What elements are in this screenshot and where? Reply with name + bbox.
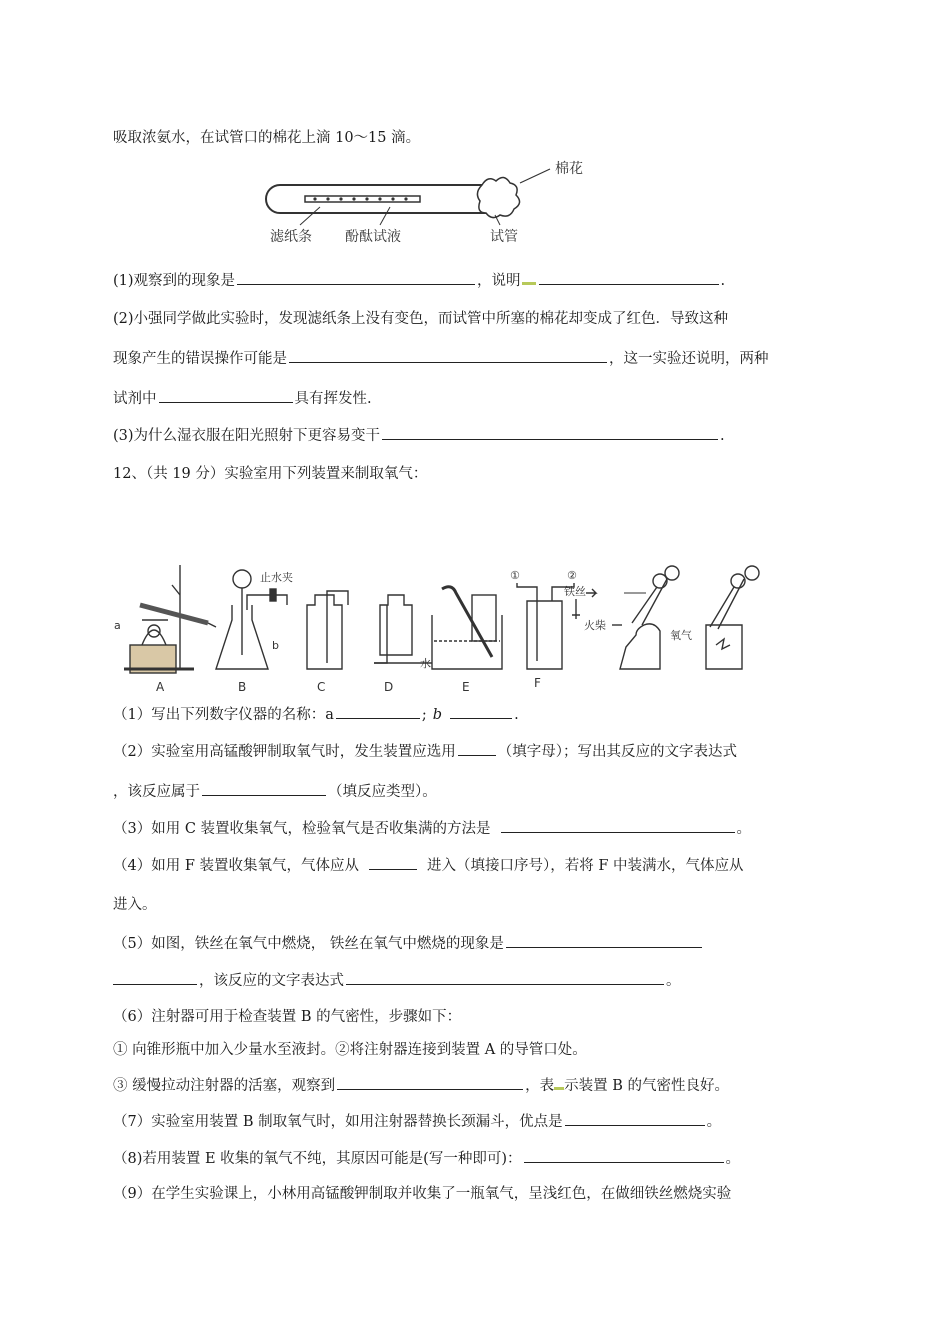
q12-part4-line1: （4）如用 F 装置收集氧气，气体应从 进入（填接口序号），若将 F 中装满水，气体应从	[113, 855, 744, 876]
q12-part2-line1: （2）实验室用高锰酸钾制取氧气时，发生装置应选用 （填字母）；写出其反应的文字表达式	[113, 741, 737, 762]
label-clip: 止水夹	[260, 571, 293, 584]
q12-part9: （9）在学生实验课上，小林用高锰酸钾制取并收集了一瓶氧气，呈浅红色，在做细铁丝燃烧实验	[113, 1186, 732, 1202]
letter-a: A	[156, 680, 165, 694]
label-cotton: 棉花	[555, 161, 583, 177]
label-match: 火柴	[584, 619, 606, 632]
answer-blank[interactable]	[159, 388, 293, 403]
label-oxygen: 氧气	[670, 629, 692, 642]
q12-part4-line2: 进入。	[113, 897, 157, 913]
q12-part5-line2: ，该反应的文字表达式 。	[113, 970, 681, 991]
label-iron-wire: 铁丝	[564, 585, 586, 598]
q12-part3: （3）如用 C 装置收集氧气，检验氧气是否收集满的方法是 。	[113, 818, 751, 839]
q12-part2-line2: ，该反应属于 （填反应类型）。	[113, 781, 437, 802]
apparatus-a	[124, 565, 216, 673]
cotton-plug	[477, 177, 519, 217]
tube-outline	[266, 185, 490, 213]
label-test-tube: 试管	[490, 229, 518, 245]
answer-blank[interactable]	[458, 741, 496, 756]
answer-blank[interactable]	[337, 1075, 523, 1090]
answer-blank[interactable]	[346, 970, 664, 985]
label-filter-paper: 滤纸条	[270, 229, 312, 245]
q11-part2-line3: 试剂中 具有挥发性.	[113, 388, 372, 409]
label-port-1: ①	[510, 569, 520, 582]
letter-d: D	[384, 680, 394, 694]
apparatus-d	[374, 595, 432, 663]
answer-blank[interactable]	[336, 704, 420, 719]
answer-blank[interactable]	[450, 704, 512, 719]
label-port-2: ②	[567, 569, 577, 582]
q12-part8: （8)若用装置 E 收集的氧气不纯，其原因可能是(写一种即可)： 。	[113, 1148, 740, 1169]
q12-part6-title: （6）注射器可用于检查装置 B 的气密性，步骤如下：	[113, 1009, 462, 1025]
label-water: 水	[420, 657, 431, 670]
apparatus-figure	[112, 565, 782, 695]
test-tube-figure	[250, 155, 620, 245]
q12-part5-line1: （5）如图，铁丝在氧气中燃烧， 铁丝在氧气中燃烧的现象是	[113, 933, 704, 954]
intro-line: 吸取浓氨水，在试管口的棉花上滴 10～15 滴。	[113, 130, 421, 146]
apparatus-b	[216, 570, 287, 669]
answer-blank[interactable]	[202, 781, 326, 796]
phenolphthalein-drops	[313, 197, 407, 200]
answer-blank[interactable]	[237, 270, 475, 285]
q11-part1: (1)观察到的现象是 ，说明 .	[113, 270, 725, 291]
apparatus-c	[307, 591, 348, 669]
apparatus-e	[432, 587, 502, 669]
answer-blank[interactable]	[369, 855, 417, 870]
q12-part1: （1）写出下列数字仪器的名称：a ; b .	[113, 704, 519, 725]
q11-part2-line2: 现象产生的错误操作可能是 ，这一实验还说明，两种	[113, 348, 769, 369]
label-phenolphthalein: 酚酞试液	[345, 229, 401, 245]
answer-blank[interactable]	[289, 348, 607, 363]
answer-blank[interactable]	[382, 425, 718, 440]
letter-f: F	[534, 676, 541, 690]
letter-c: C	[317, 680, 326, 694]
iron-wire-setup	[572, 566, 759, 669]
answer-blank[interactable]	[506, 933, 702, 948]
answer-blank[interactable]	[113, 970, 197, 985]
q12-part7: （7）实验室用装置 B 制取氧气时，如用注射器替换长颈漏斗，优点是 。	[113, 1111, 721, 1132]
q11-part3: (3)为什么湿衣服在阳光照射下更容易变干 .	[113, 425, 725, 446]
q12-title: 12、（共 19 分）实验室用下列装置来制取氧气：	[113, 466, 428, 482]
letter-e: E	[462, 680, 470, 694]
q12-part6-step1: ① 向锥形瓶中加入少量水至液封。②将注射器连接到装置 A 的导管口处。	[113, 1042, 587, 1058]
q12-part6-step3: ③ 缓慢拉动注射器的活塞，观察到 ，表 示装置 B 的气密性良好。	[113, 1075, 729, 1096]
answer-blank[interactable]	[524, 1148, 724, 1163]
letter-b: B	[238, 680, 247, 694]
label-a: a	[114, 619, 121, 632]
answer-blank[interactable]	[565, 1111, 705, 1126]
answer-blank[interactable]	[501, 818, 735, 833]
label-b: b	[272, 639, 279, 652]
answer-blank[interactable]	[539, 270, 719, 285]
filter-paper-strip	[305, 196, 420, 202]
q11-part2-line1: (2)小强同学做此实验时，发现滤纸条上没有变色，而试管中所塞的棉花却变成了红色．导致这种	[113, 311, 729, 327]
